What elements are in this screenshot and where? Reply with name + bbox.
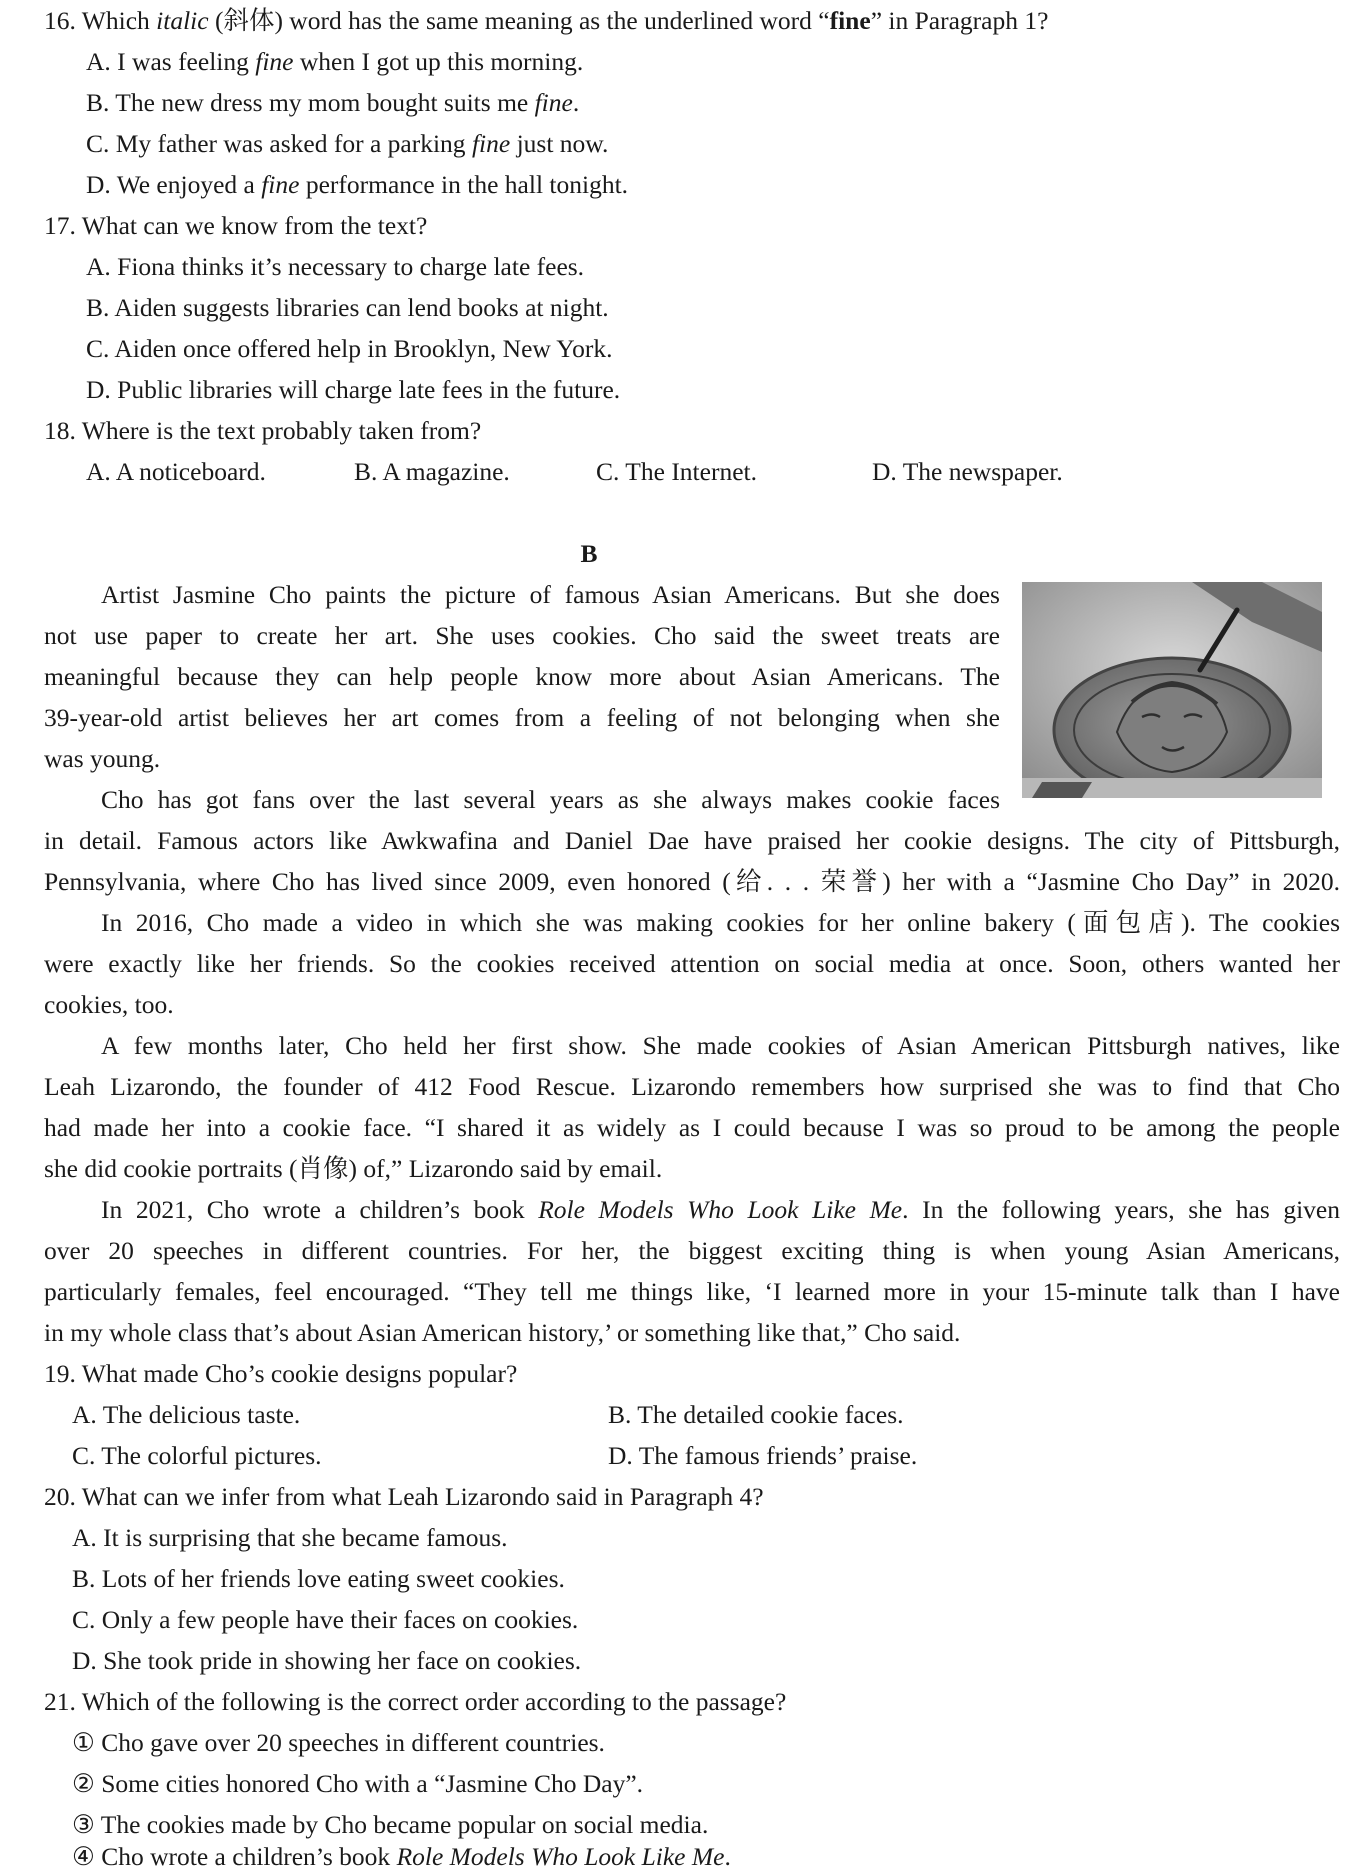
- question-19: 19. What made Cho’s cookie designs popular?: [44, 1359, 518, 1388]
- option-17c: C. Aiden once offered help in Brooklyn, New York.: [86, 334, 613, 363]
- passage-line: particularly females, feel encouraged. “They tell me things like, ‘I learned more in your 15-minute talk than I have: [44, 1277, 1340, 1306]
- statement-1: ① Cho gave over 20 speeches in different countries.: [72, 1728, 605, 1757]
- passage-line: Cho has got fans over the last several years as she always makes cookie faces: [101, 785, 1000, 814]
- statement-2: ② Some cities honored Cho with a “Jasmine Cho Day”.: [72, 1769, 644, 1798]
- cookie-portrait-photo: [1022, 582, 1322, 798]
- question-20: 20. What can we infer from what Leah Lizarondo said in Paragraph 4?: [44, 1482, 764, 1511]
- option-20c: C. Only a few people have their faces on cookies.: [72, 1605, 579, 1634]
- option-19d: D. The famous friends’ praise.: [608, 1441, 918, 1470]
- option-20a: A. It is surprising that she became famous.: [72, 1523, 508, 1552]
- statement-3: ③ The cookies made by Cho became popular on social media.: [72, 1810, 709, 1839]
- question-21: 21. Which of the following is the correct order according to the passage?: [44, 1687, 787, 1716]
- option-18d: D. The newspaper.: [872, 457, 1063, 486]
- option-16a: A. I was feeling fine when I got up this morning.: [86, 47, 584, 76]
- passage-line: Leah Lizarondo, the founder of 412 Food Rescue. Lizarondo remembers how surprised she was to find that Cho: [44, 1072, 1340, 1101]
- passage-line: meaningful because they can help people know more about Asian Americans. The: [44, 662, 1000, 691]
- option-19c: C. The colorful pictures.: [72, 1441, 322, 1470]
- passage-line: Artist Jasmine Cho paints the picture of famous Asian Americans. But she does: [101, 580, 1000, 609]
- question-18: 18. Where is the text probably taken from?: [44, 416, 482, 445]
- option-16d: D. We enjoyed a fine performance in the hall tonight.: [86, 170, 629, 199]
- passage-line: over 20 speeches in different countries. For her, the biggest exciting thing is when young Asian Americans,: [44, 1236, 1340, 1265]
- option-18b: B. A magazine.: [354, 457, 510, 486]
- option-16c: C. My father was asked for a parking fine just now.: [86, 129, 609, 158]
- question-16: 16. Which italic (斜体) word has the same meaning as the underlined word “fine” in Paragraph 1?: [44, 6, 1049, 35]
- passage-line: Pennsylvania, where Cho has lived since 2009, even honored (给. . . 荣誉) her with a “Jasmine Cho Day” in 2020.: [44, 867, 1340, 896]
- option-18c: C. The Internet.: [596, 457, 757, 486]
- passage-line: in my whole class that’s about Asian American history,’ or something like that,” Cho said.: [44, 1318, 961, 1347]
- option-20b: B. Lots of her friends love eating sweet cookies.: [72, 1564, 565, 1593]
- option-16b: B. The new dress my mom bought suits me fine.: [86, 88, 580, 117]
- passage-line: A few months later, Cho held her first show. She made cookies of Asian American Pittsburgh natives, like: [101, 1031, 1340, 1060]
- passage-line: were exactly like her friends. So the cookies received attention on social media at once. Soon, others wanted her: [44, 949, 1340, 978]
- option-17d: D. Public libraries will charge late fees in the future.: [86, 375, 621, 404]
- option-18a: A. A noticeboard.: [86, 457, 266, 486]
- question-17: 17. What can we know from the text?: [44, 211, 428, 240]
- statement-4: ④ Cho wrote a children’s book Role Models Who Look Like Me.: [72, 1842, 731, 1871]
- passage-line: was young.: [44, 744, 161, 773]
- option-17b: B. Aiden suggests libraries can lend books at night.: [86, 293, 609, 322]
- passage-line: she did cookie portraits (肖像) of,” Lizarondo said by email.: [44, 1154, 663, 1183]
- section-heading: B: [580, 539, 598, 568]
- passage-line: In 2016, Cho made a video in which she was making cookies for her online bakery (面包店). The cookies: [101, 908, 1340, 937]
- passage-line: In 2021, Cho wrote a children’s book Role Models Who Look Like Me. In the following years, she has given: [101, 1195, 1341, 1224]
- passage-line: not use paper to create her art. She uses cookies. Cho said the sweet treats are: [44, 621, 1000, 650]
- passage-line: cookies, too.: [44, 990, 174, 1019]
- option-19b: B. The detailed cookie faces.: [608, 1400, 904, 1429]
- option-20d: D. She took pride in showing her face on cookies.: [72, 1646, 582, 1675]
- option-19a: A. The delicious taste.: [72, 1400, 301, 1429]
- option-17a: A. Fiona thinks it’s necessary to charge late fees.: [86, 252, 585, 281]
- passage-line: had made her into a cookie face. “I shared it as widely as I could because I was so proud to be among the people: [44, 1113, 1340, 1142]
- passage-line: in detail. Famous actors like Awkwafina and Daniel Dae have praised her cookie designs. The city of Pittsburgh,: [44, 826, 1340, 855]
- passage-line: 39-year-old artist believes her art comes from a feeling of not belonging when she: [44, 703, 1000, 732]
